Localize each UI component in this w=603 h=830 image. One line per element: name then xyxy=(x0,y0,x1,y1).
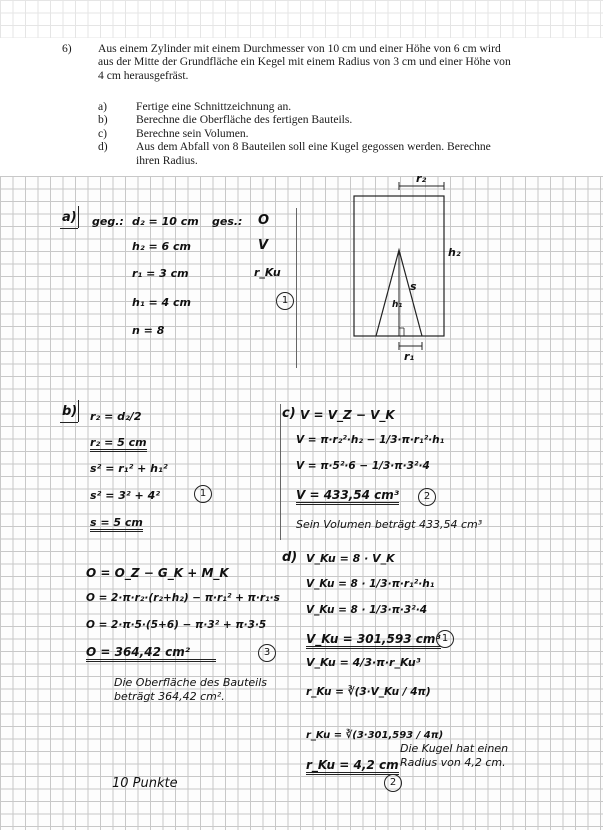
calc-line: r₂ = d₂/2 xyxy=(90,410,142,423)
score-b2: 3 xyxy=(258,644,276,662)
total-points: 10 Punkte xyxy=(112,776,178,791)
task-item: b) Berechne die Oberfläche des fertigen Bauteils. xyxy=(98,113,353,127)
calc-line: O = 2·π·5·(5+6) − π·3² + π·3·5 xyxy=(86,619,267,631)
calc-line: r_Ku = ∛(3·301,593 / 4π) xyxy=(306,730,444,741)
answer-line: beträgt 364,42 cm². xyxy=(114,690,225,703)
task-item: c) Berechne sein Volumen. xyxy=(98,126,249,140)
answer-line: Die Oberfläche des Bauteils xyxy=(114,676,268,689)
part-b-label: b) xyxy=(62,404,78,419)
calc-line: s² = r₁² + h₁² xyxy=(90,462,168,475)
calc-line: V = π·5²·6 − 1/3·π·3²·4 xyxy=(296,460,430,472)
score-a: 1 xyxy=(276,292,294,310)
answer-line: Die Kugel hat einen xyxy=(400,742,509,755)
calc-line: s² = 3² + 4² xyxy=(90,489,161,502)
sought-rKu: r_Ku xyxy=(254,266,281,279)
label-r1: r₁ xyxy=(404,350,415,363)
given-h1: h₁ = 4 cm xyxy=(132,296,191,309)
calc-result: V = 433,54 cm³ xyxy=(296,488,399,505)
calc-line: V = V_Z − V_K xyxy=(300,408,395,422)
score-d1: 1 xyxy=(436,630,454,648)
part-a-label: a) xyxy=(62,210,77,225)
calc-line: r_Ku = ∛(3·V_Ku / 4π) xyxy=(306,686,431,698)
task-list xyxy=(98,100,518,167)
sought-V: V xyxy=(258,238,269,253)
calc-line: V_Ku = 4/3·π·r_Ku³ xyxy=(306,656,421,669)
problem-statement xyxy=(0,38,603,176)
label-h2: h₂ xyxy=(448,246,461,259)
calc-line: V_Ku = 8 · 1/3·π·r₁²·h₁ xyxy=(306,578,435,590)
calc-line: r₂ = 5 cm xyxy=(90,436,147,452)
calc-line: V = π·r₂²·h₂ − 1/3·π·r₁²·h₁ xyxy=(296,434,445,446)
calc-line: O = 2·π·r₂·(r₂+h₂) − π·r₁² + π·r₁·s xyxy=(86,592,280,604)
calc-line: V_Ku = 8 · 1/3·π·3²·4 xyxy=(306,604,428,616)
given-d2: d₂ = 10 cm xyxy=(132,215,199,228)
given-h2: h₂ = 6 cm xyxy=(132,240,191,253)
calc-line: s = 5 cm xyxy=(90,516,143,532)
top-grid xyxy=(0,0,603,38)
calc-line: O = O_Z − G_K + M_K xyxy=(86,566,229,580)
label-h1: h₁ xyxy=(392,300,403,310)
part-c-label: c) xyxy=(282,406,296,421)
calc-result: r_Ku = 4,2 cm xyxy=(306,758,399,775)
label-s: s xyxy=(410,280,417,293)
geg-label: geg.: xyxy=(92,215,124,228)
given-r1: r₁ = 3 cm xyxy=(132,267,189,280)
score-d2: 2 xyxy=(384,774,402,792)
score-c: 2 xyxy=(418,488,436,506)
sought-O: O xyxy=(258,213,270,228)
problem-text: Aus einem Zylinder mit einem Durchmesser von 10 cm und einer Höhe von 6 cm wird aus der Mitte der Grundfläche ein Kegel mit einem Radius von 3 cm und einer Höhe von 4 cm herausgefräst. xyxy=(98,42,511,82)
calc-result: O = 364,42 cm² xyxy=(86,645,216,662)
calc-line: V_Ku = 8 · V_K xyxy=(306,552,395,565)
task-item: d) Aus dem Abfall von 8 Bauteilen soll eine Kugel gegossen werden. Berechne ihren Radius. xyxy=(98,140,491,167)
label-r2: r₂ xyxy=(416,172,427,185)
cylinder-cone-sketch xyxy=(340,178,480,368)
answer-line: Radius von 4,2 cm. xyxy=(400,756,506,769)
ges-label: ges.: xyxy=(212,215,243,228)
problem-number: 6) xyxy=(62,42,72,55)
part-d-label: d) xyxy=(282,550,298,565)
calc-result: V_Ku = 301,593 cm³ xyxy=(306,632,441,649)
answer-line: Sein Volumen beträgt 433,54 cm³ xyxy=(296,518,483,531)
given-n: n = 8 xyxy=(132,324,165,337)
task-item: a) Fertige eine Schnittzeichnung an. xyxy=(98,100,292,113)
score-b1: 1 xyxy=(194,485,212,503)
